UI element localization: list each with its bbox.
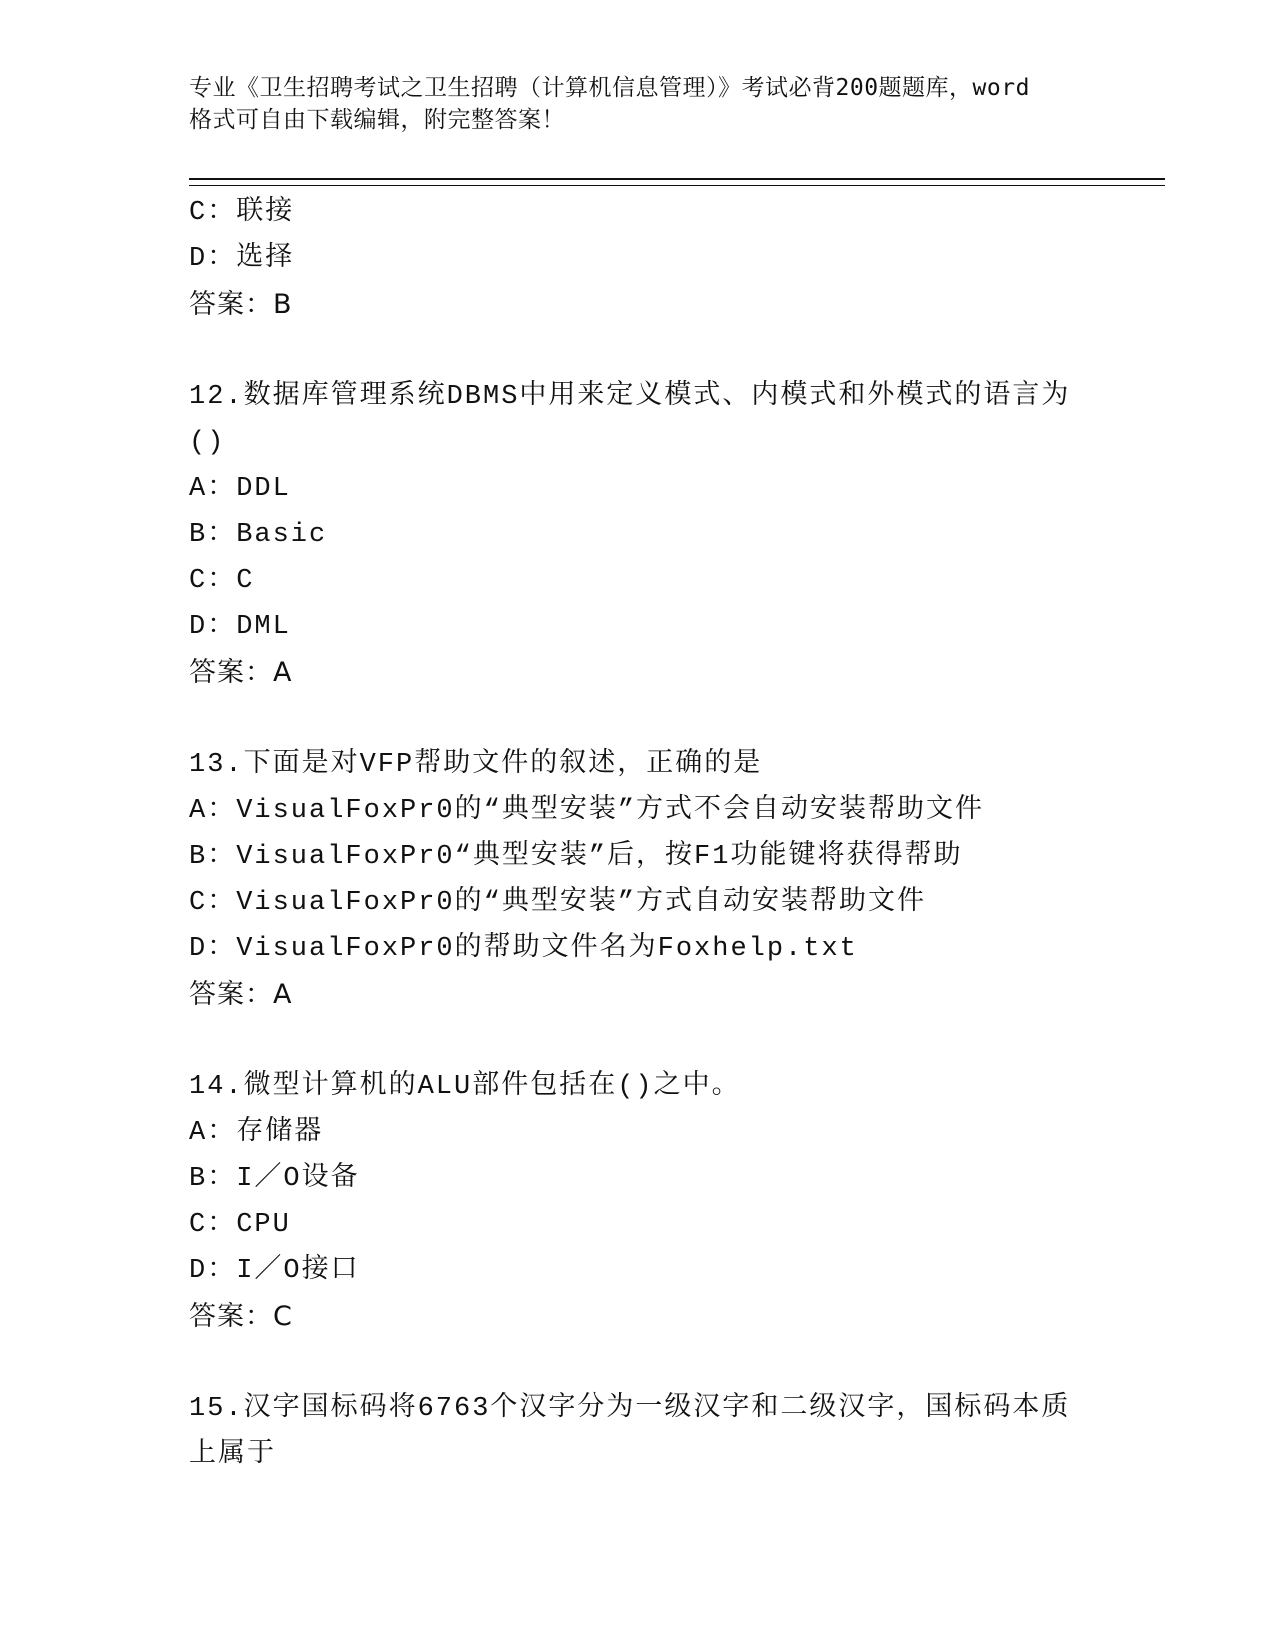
question-11-tail [189, 190, 1089, 328]
header-line-2: 格式可自由下载编辑，附完整答案！ [189, 107, 565, 133]
document-header [189, 72, 1089, 136]
question-list [189, 190, 1089, 1478]
option-d: D：DML [189, 612, 291, 642]
option-b: B：I／O设备 [189, 1164, 360, 1194]
question-title: 13.下面是对VFP帮助文件的叙述，正确的是 [189, 750, 763, 780]
option-d: D：I／O接口 [189, 1256, 360, 1286]
option-a: A：存储器 [189, 1118, 324, 1148]
spacer [189, 696, 1089, 742]
option-c: C：C [189, 566, 255, 596]
header-rule-thin [189, 185, 1165, 186]
answer: 答案：A [189, 657, 293, 688]
option-d: D：选择 [189, 244, 295, 274]
option-a: A：VisualFoxPr0的“典型安装”方式不会自动安装帮助文件 [189, 796, 985, 826]
option-b: B：Basic [189, 520, 328, 550]
option-a: A：DDL [189, 474, 291, 504]
header-rule-thick [189, 178, 1165, 180]
answer: 答案：A [189, 979, 293, 1010]
question-title: 15.汉字国标码将6763个汉字分为一级汉字和二级汉字，国标码本质 [189, 1394, 1071, 1424]
option-b: B：VisualFoxPr0“典型安装”后，按F1功能键将获得帮助 [189, 842, 963, 872]
spacer [189, 328, 1089, 374]
header-line-1: 专业《卫生招聘考试之卫生招聘（计算机信息管理）》考试必背200题题库，word [189, 75, 1030, 101]
question-12 [189, 374, 1089, 696]
option-c: C：VisualFoxPr0的“典型安装”方式自动安装帮助文件 [189, 888, 927, 918]
question-title: 14.微型计算机的ALU部件包括在()之中。 [189, 1072, 741, 1102]
question-title: 12.数据库管理系统DBMS中用来定义模式、内模式和外模式的语言为 [189, 382, 1071, 412]
question-14 [189, 1064, 1089, 1340]
option-d: D：VisualFoxPr0的帮助文件名为Foxhelp.txt [189, 934, 858, 964]
option-c: C：CPU [189, 1210, 291, 1240]
question-13 [189, 742, 1089, 1018]
spacer [189, 1018, 1089, 1064]
answer: 答案：B [189, 289, 293, 320]
spacer [189, 1340, 1089, 1386]
option-c: C：联接 [189, 198, 295, 228]
answer: 答案：C [189, 1301, 293, 1332]
question-15 [189, 1386, 1089, 1478]
question-title-continued: 上属于 [189, 1440, 276, 1470]
question-title-continued: () [189, 428, 226, 458]
